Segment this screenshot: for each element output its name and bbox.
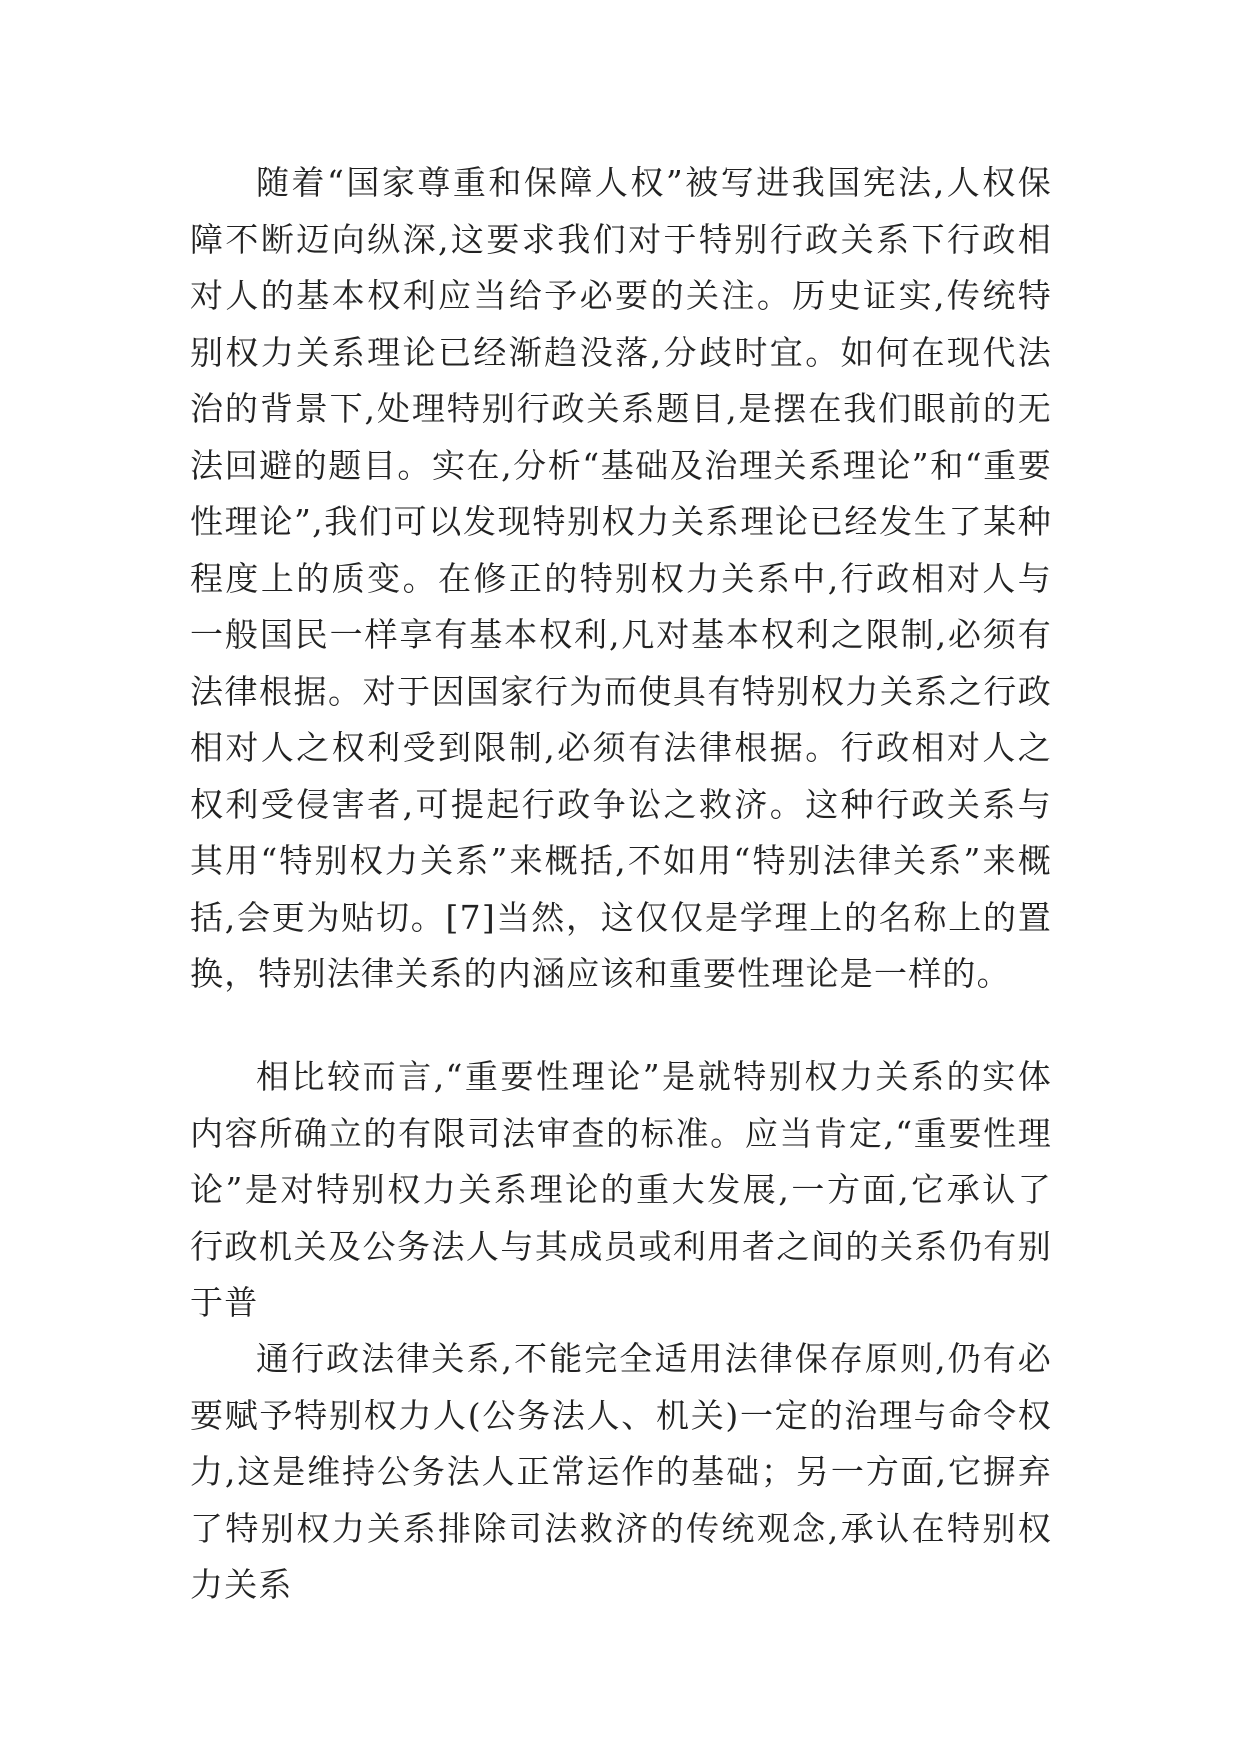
paragraph-block-1 [190, 155, 1052, 1003]
paragraph-importance-theory: 相比较而言,“重要性理论”是就特别权力关系的实体内容所确立的有限司法审查的标准。应当肯定,“重要性理论”是对特别权力关系理论的重大发展,一方面,它承认了行政机关及公务法人与其成员或利用者之间的关系仍有别于普 [190, 1057, 1052, 1322]
paragraph-administrative-law: 通行政法律关系,不能完全适用法律保存原则,仍有必要赋予特别权力人(公务法人、机关)一定的治理与命令权力,这是维持公务法人正常运作的基础；另一方面,它摒弃了特别权力关系排除司法救济的传统观念,承认在特别权力关系 [190, 1339, 1052, 1604]
paragraph-human-rights: 随着“国家尊重和保障人权”被写进我国宪法,人权保障不断迈向纵深,这要求我们对于特别行政关系下行政相对人的基本权利应当给予必要的关注。历史证实,传统特别权力关系理论已经渐趋没落,分歧时宜。如何在现代法治的背景下,处理特别行政关系题目,是摆在我们眼前的无法回避的题目。实在,分析“基础及治理关系理论”和“重要性理论”,我们可以发现特别权力关系理论已经发生了某种程度上的质变。在修正的特别权力关系中,行政相对人与一般国民一样享有基本权利,凡对基本权利之限制,必须有法律根据。对于因国家行为而使具有特别权力关系之行政相对人之权利受到限制,必须有法律根据。行政相对人之权利受侵害者,可提起行政争讼之救济。这种行政关系与其用“特别权力关系”来概括,不如用“特别法律关系”来概括,会更为贴切。[7]当然，这仅仅是学理上的名称上的置换，特别法律关系的内涵应该和重要性理论是一样的。 [190, 163, 1052, 993]
paragraph-block-2 [190, 1049, 1052, 1332]
paragraph-block-3 [190, 1331, 1052, 1614]
